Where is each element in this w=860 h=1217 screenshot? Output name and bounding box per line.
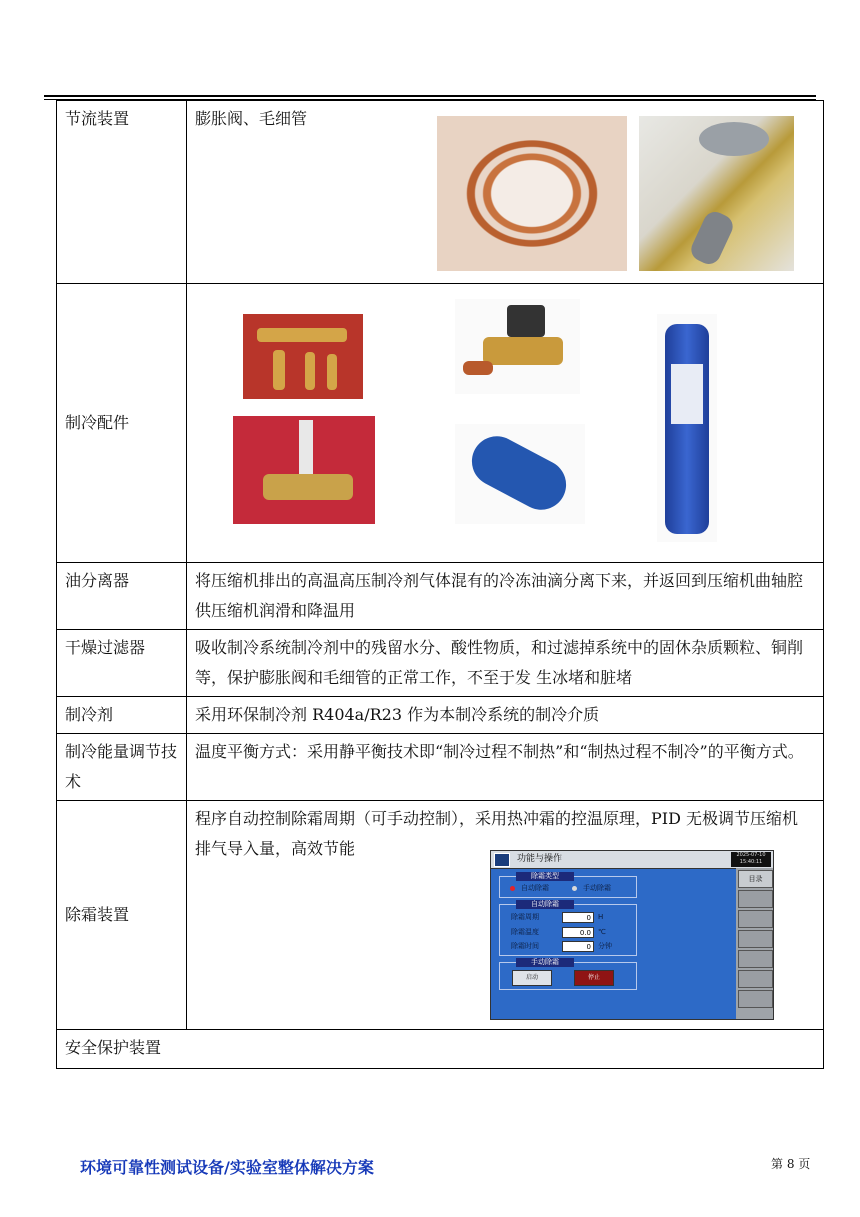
hmi-title-bar: [491, 851, 773, 869]
solenoid-valve-photo: [455, 299, 580, 394]
hmi-side-button[interactable]: [738, 970, 773, 988]
valve-sensor-bulb: [687, 208, 736, 268]
table-row: [57, 734, 824, 801]
manual-defrost-group: [499, 958, 637, 990]
oil-separator-photo: [657, 314, 717, 542]
filter-drier-photo: [455, 424, 585, 524]
hmi-side-button[interactable]: [738, 910, 773, 928]
temp-input[interactable]: 0.0: [562, 927, 594, 938]
table-row: [57, 101, 824, 284]
stop-button[interactable]: 停止: [574, 970, 614, 986]
brass-fittings-photo: [243, 314, 363, 399]
header-rule: [44, 95, 816, 97]
hmi-title: 功能与操作: [517, 854, 563, 864]
expansion-valve-photo: [639, 116, 794, 271]
row-label-refrigerant: 制冷剂: [57, 697, 187, 734]
row-label-capacity-control: 制冷能量调节技术: [57, 734, 187, 801]
manual-defrost-title: 手动除霜: [516, 958, 574, 967]
row-content-oil-separator: 将压缩机排出的高温高压制冷剂气体混有的冷冻油滴分离下来，并返回到压缩机曲轴腔供压缩机润滑和降温用: [187, 563, 824, 630]
row-label-defrost: 除霜装置: [57, 801, 187, 1030]
temp-unit: ℃: [598, 928, 606, 936]
hmi-menu-button[interactable]: 目录: [738, 870, 773, 888]
row-label-dryer-filter: 干燥过滤器: [57, 630, 187, 697]
hmi-date: 2025-07-10: [736, 852, 766, 858]
hmi-side-button[interactable]: [738, 890, 773, 908]
table-row: [57, 1030, 824, 1069]
throttle-text: 膨胀阀、毛细管: [195, 109, 308, 128]
table-row: [57, 563, 824, 630]
table-row: [57, 284, 824, 563]
spec-table: [56, 100, 824, 1069]
defrost-type-group: [499, 872, 637, 898]
defrost-text: 程序自动控制除霜周期（可手动控制），采用热冲霜的控温原理，PID 无极调节压缩机排气导入量，高效节能: [195, 809, 799, 858]
manual-defrost-radio[interactable]: [572, 886, 577, 891]
start-button[interactable]: 启动: [512, 970, 552, 986]
hmi-time: 15:40:11: [739, 859, 763, 865]
period-input[interactable]: 0: [562, 912, 594, 923]
page-number: 第 8 页: [771, 1157, 811, 1171]
defrost-type-title: 除霜类型: [516, 872, 574, 881]
time-input[interactable]: 0: [562, 941, 594, 952]
hmi-defrost-screen: [490, 850, 774, 1020]
row-content-defrost: [187, 801, 824, 1030]
auto-defrost-group: [499, 900, 637, 956]
time-label: 除霜时间: [511, 942, 539, 950]
hmi-side-menu: [736, 868, 773, 1019]
time-unit: 分钟: [598, 942, 612, 950]
period-unit: H: [598, 913, 604, 921]
hmi-side-button[interactable]: [738, 950, 773, 968]
row-label-parts: 制冷配件: [57, 284, 187, 563]
hmi-datetime: [731, 852, 771, 867]
auto-defrost-label: 自动除霜: [521, 884, 549, 892]
row-label-oil-separator: 油分离器: [57, 563, 187, 630]
hmi-logo-icon: [494, 853, 510, 867]
hmi-side-button[interactable]: [738, 930, 773, 948]
row-content-dryer-filter: 吸收制冷系统制冷剂中的残留水分、酸性物质，和过滤掉系统中的固休杂质颗粒、铜削等，保护膨胀阀和毛细管的正常工作，不至于发 生冰堵和脏堵: [187, 630, 824, 697]
footer-title: 环境可靠性测试设备/实验室整体解决方案: [80, 1158, 374, 1177]
table-row: [57, 697, 824, 734]
sight-glass-valve-photo: [233, 416, 375, 524]
valve-cap: [699, 122, 769, 156]
manual-defrost-label: 手动除霜: [583, 884, 611, 892]
table-row: [57, 630, 824, 697]
period-label: 除霜周期: [511, 913, 539, 921]
auto-defrost-title: 自动除霜: [516, 900, 574, 909]
hmi-side-button[interactable]: [738, 990, 773, 1008]
row-content-parts: [187, 284, 824, 563]
table-row: [57, 801, 824, 1030]
row-label-throttle: 节流装置: [57, 101, 187, 284]
row-content-capacity-control: 温度平衡方式：采用静平衡技术即“制冷过程不制热”和“制热过程不制冷”的平衡方式。: [187, 734, 824, 801]
temp-label: 除霜温度: [511, 928, 539, 936]
auto-defrost-radio[interactable]: [510, 886, 515, 891]
row-content-throttle: [187, 101, 824, 284]
row-content-refrigerant: 采用环保制冷剂 R404a/R23 作为本制冷系统的制冷介质: [187, 697, 824, 734]
row-label-safety: 安全保护装置: [57, 1030, 824, 1069]
capillary-tube-photo: [437, 116, 627, 271]
